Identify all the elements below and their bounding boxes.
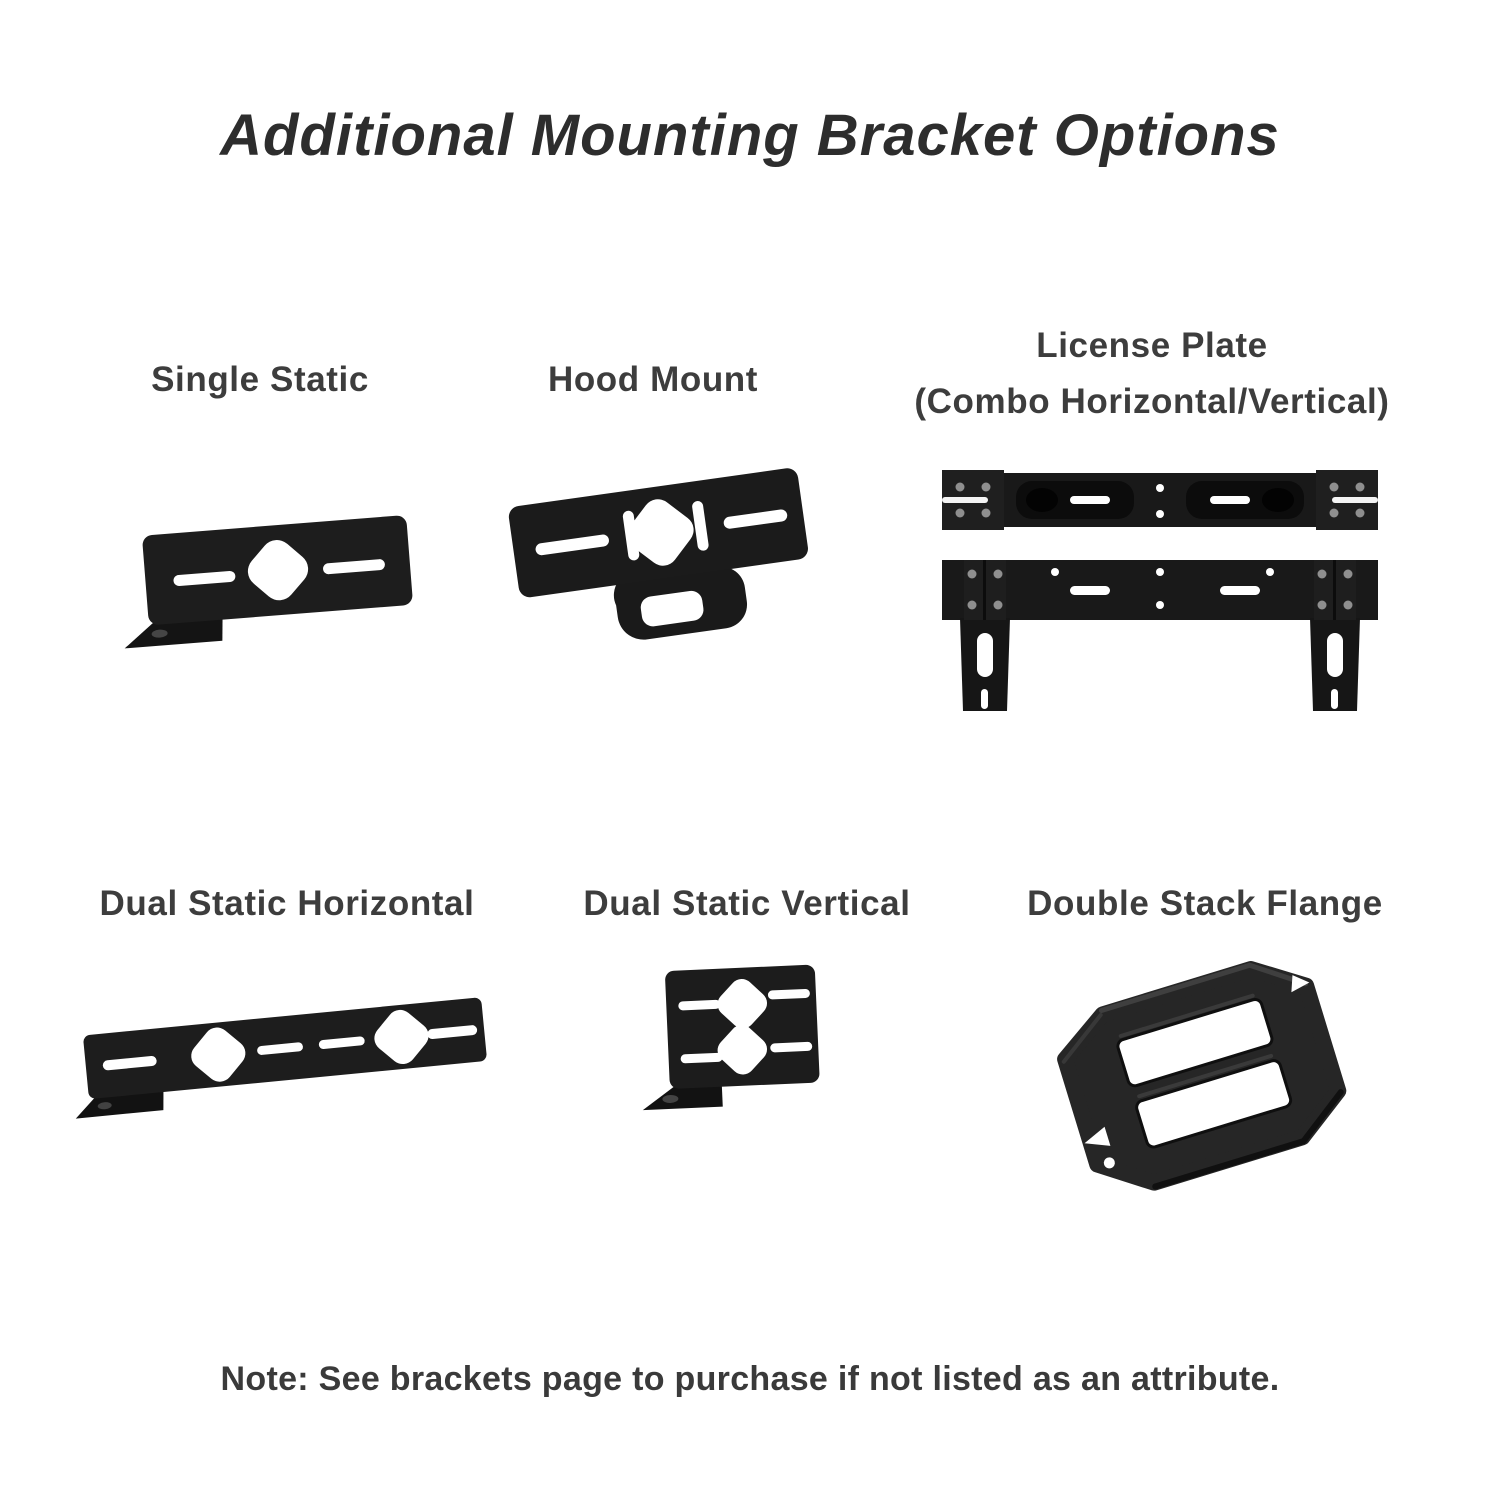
- label-dual-static-horizontal-text: Dual Static Horizontal: [99, 884, 475, 923]
- label-single-static-text: Single Static: [151, 360, 369, 399]
- label-dual-static-vertical-text: Dual Static Vertical: [583, 884, 911, 923]
- label-double-stack-flange-text: Double Stack Flange: [1027, 884, 1383, 923]
- label-hood-mount: [548, 352, 758, 408]
- footer-note: Note: See brackets page to purchase if not listed as an attribute.: [220, 1360, 1280, 1398]
- label-license-plate-line2: (Combo Horizontal/Vertical): [914, 382, 1390, 421]
- hood-mount-bracket-image: [485, 425, 830, 660]
- label-double-stack-flange: [1027, 876, 1383, 932]
- dual-static-vertical-bracket-image: [620, 948, 855, 1133]
- label-single-static: [151, 352, 369, 408]
- dual-static-horizontal-bracket-image: [70, 960, 505, 1135]
- single-static-bracket-image: [115, 455, 445, 680]
- label-dual-static-vertical: [583, 876, 910, 932]
- double-stack-flange-bracket-image: [1030, 938, 1375, 1213]
- page-title: Additional Mounting Bracket Options: [220, 103, 1280, 168]
- label-license-plate-line1: License Plate: [1036, 326, 1268, 365]
- label-dual-static-horizontal: [100, 876, 475, 932]
- license-plate-bracket-image: [930, 455, 1395, 720]
- label-hood-mount-text: Hood Mount: [547, 360, 759, 399]
- label-license-plate: [914, 318, 1389, 430]
